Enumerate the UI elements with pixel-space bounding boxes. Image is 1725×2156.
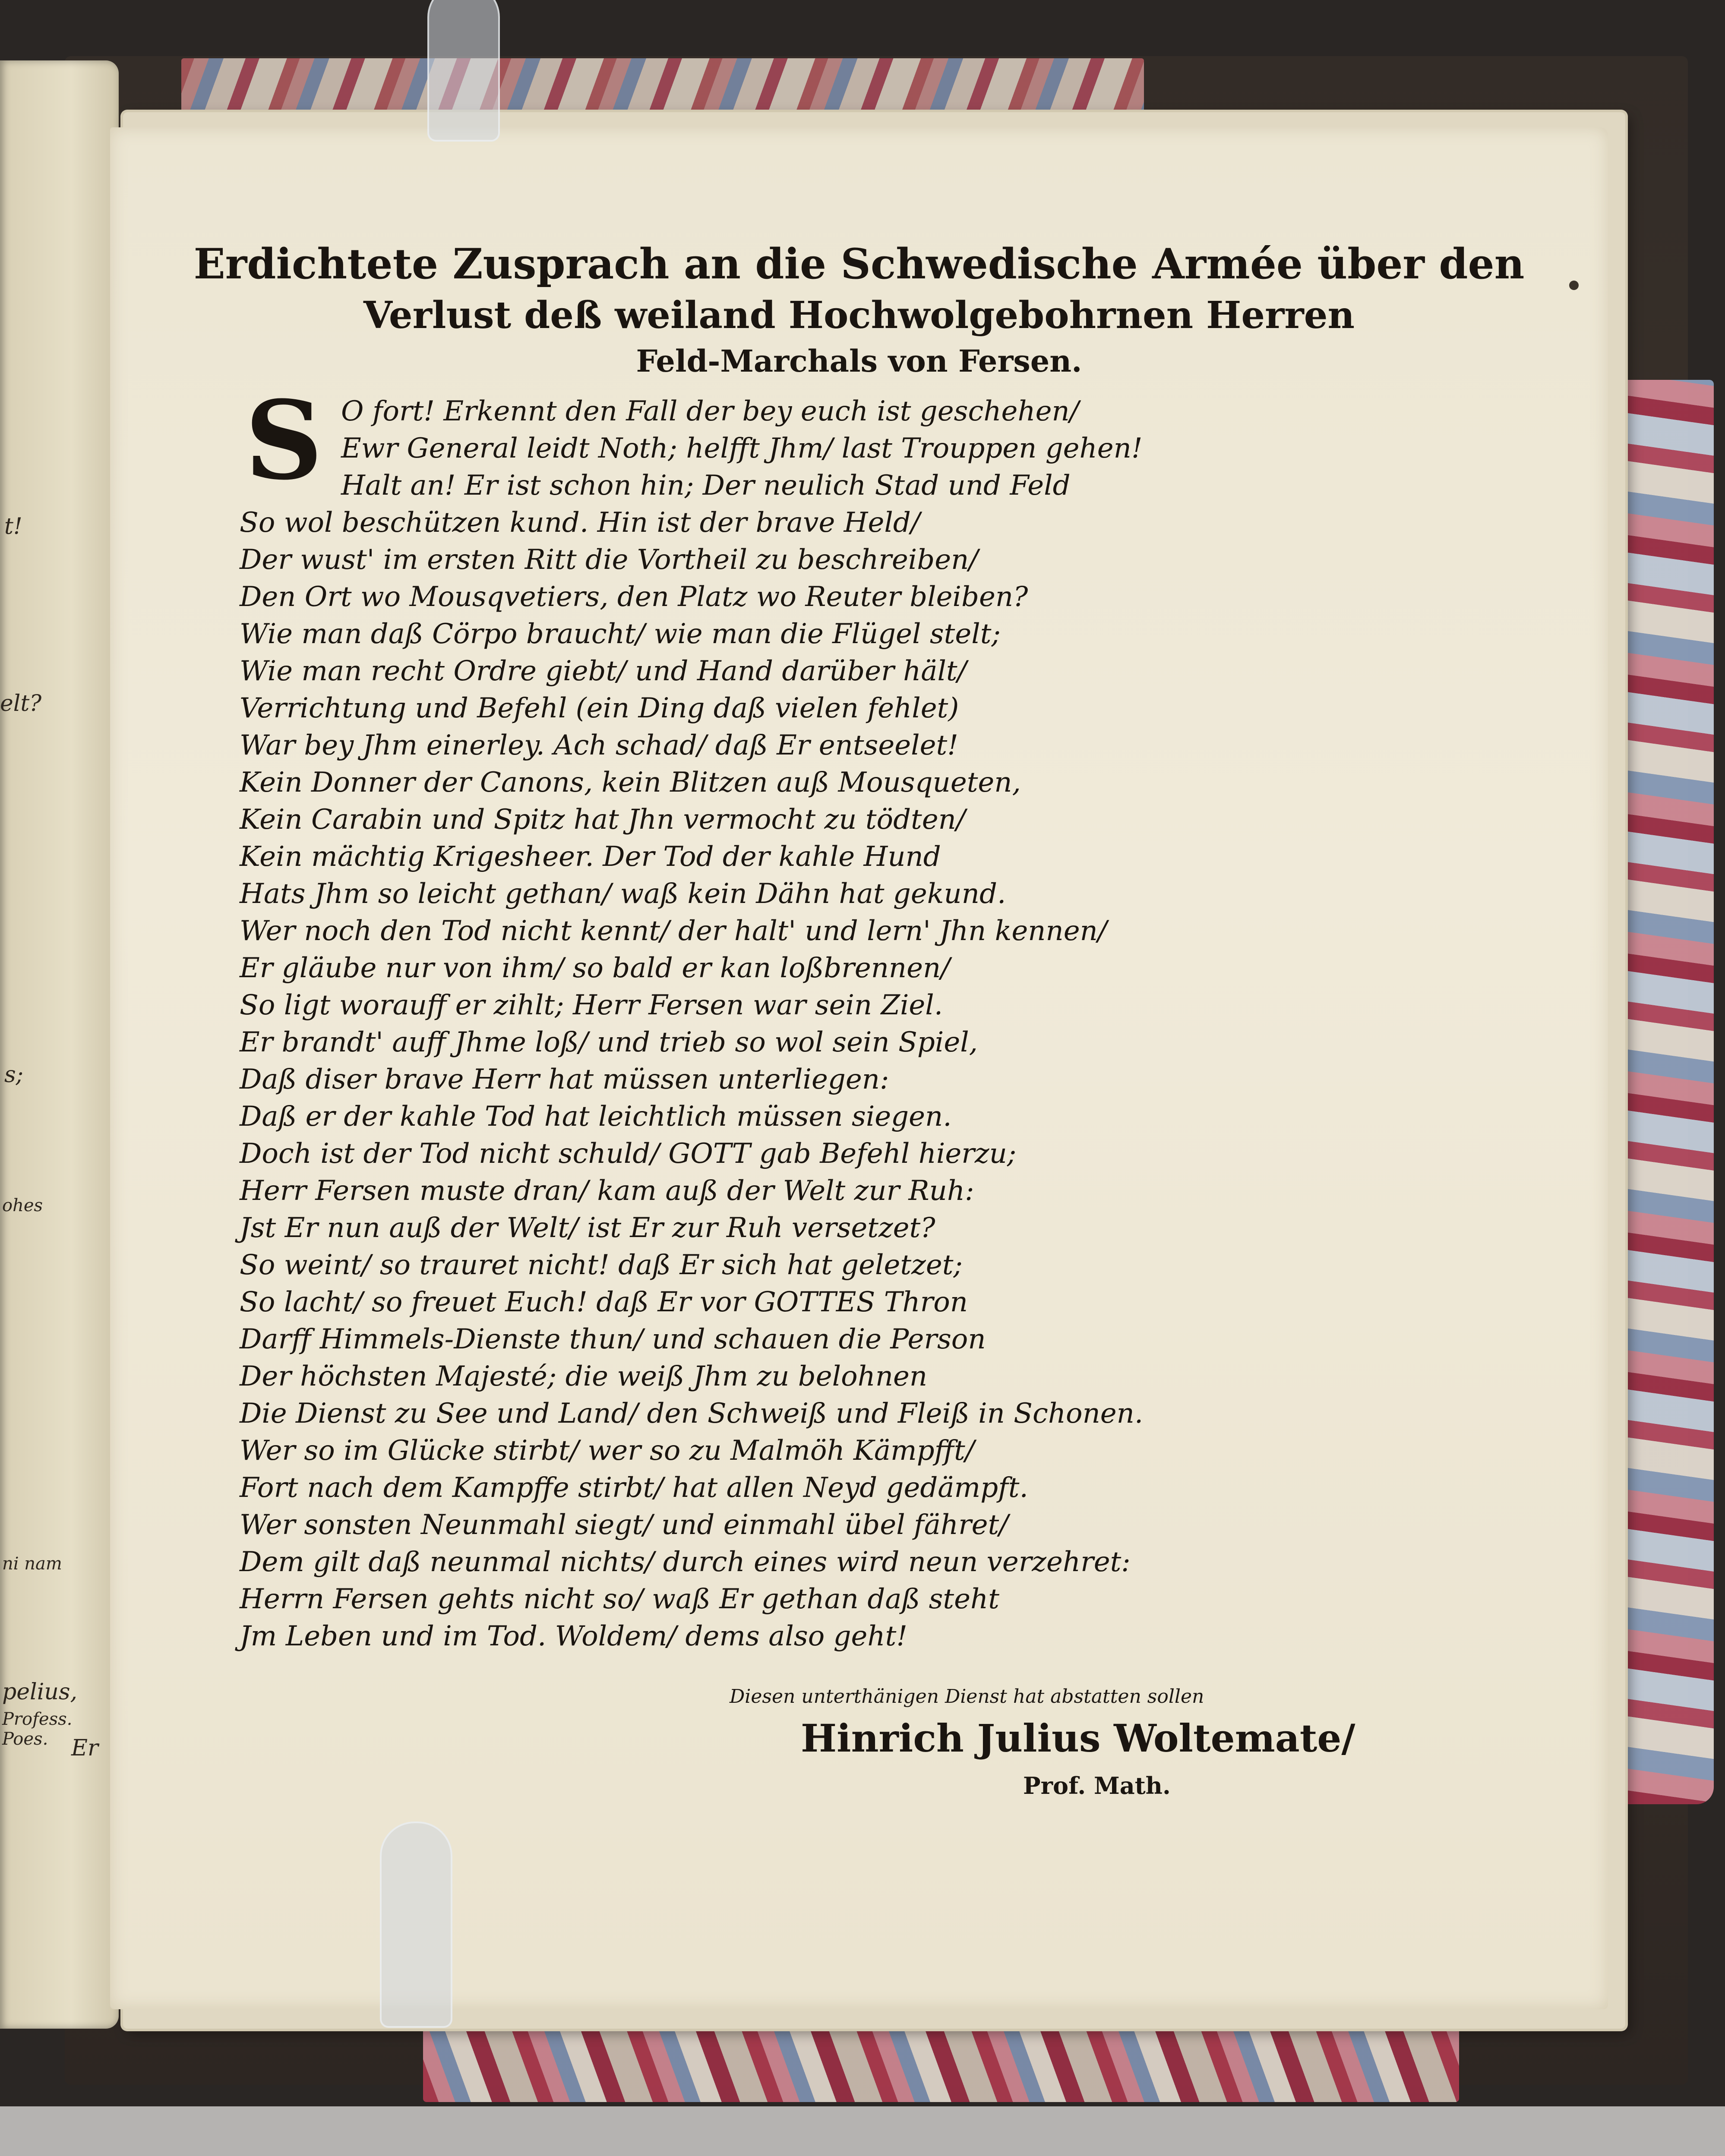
left-fragment: Profess. Poes. [2, 1709, 73, 1749]
drop-cap: S [245, 377, 323, 504]
verse-line: Verrichtung und Befehl (ein Ding daß vielen fehlet) [240, 692, 959, 724]
verse-line: Daß diser brave Herr hat müssen unterliegen: [240, 1064, 889, 1095]
verse-line: Daß er der kahle Tod hat leichtlich müssen siegen. [240, 1101, 952, 1133]
verse-line: Der höchsten Majesté; die weiß Jhm zu belohnen [240, 1361, 928, 1392]
heading-line-1: Erdichtete Zusprach an die Schwedische Armée über den [193, 240, 1525, 288]
verse-line: So lacht/ so freuet Euch! daß Er vor GOTTES Thron [240, 1286, 968, 1318]
verse-line: Wer noch den Tod nicht kennt/ der halt' und lern' Jhn kennen/ [240, 915, 1107, 947]
verse-line: Wer sonsten Neunmahl siegt/ und einmahl übel fähret/ [240, 1509, 1008, 1541]
verse-line: Fort nach dem Kampffe stirbt/ hat allen Neyd gedämpft. [240, 1472, 1028, 1504]
verse-line: Herrn Fersen gehts nicht so/ waß Er gethan daß steht [240, 1583, 999, 1615]
verse-line: So ligt worauff er zihlt; Herr Fersen war sein Ziel. [240, 989, 943, 1021]
left-fragment: s; [4, 1062, 24, 1088]
verse-line: Den Ort wo Mousqvetiers, den Platz wo Reuter bleiben? [240, 581, 1028, 613]
verse-line: Jm Leben und im Tod. Woldem/ dems also geht! [240, 1620, 908, 1652]
heading-line-2: Verlust deß weiland Hochwolgebohrnen Herren [363, 294, 1355, 337]
verse-line: Er brandt' auff Jhme loß/ und trieb so wol sein Spiel, [240, 1026, 978, 1058]
verse-line: Kein Donner der Canons, kein Blitzen auß Mousqueten, [240, 767, 1021, 799]
left-fragment: ni nam [2, 1554, 62, 1574]
left-fragment: pelius, [2, 1679, 78, 1705]
verse-line: Halt an! Er ist schon hin; Der neulich Stad und Feld [341, 470, 1071, 502]
verse-line: Der wust' im ersten Ritt die Vortheil zu beschreiben/ [240, 544, 978, 576]
verse-line: Dem gilt daß neunmal nichts/ durch eines wird neun verzehret: [240, 1546, 1131, 1578]
printed-page [110, 127, 1608, 2009]
left-page-edge [0, 60, 119, 2029]
signature-title: Prof. Math. [1023, 1772, 1171, 1799]
verse-line: O fort! Erkennt den Fall der bey euch ist geschehen/ [341, 395, 1079, 427]
left-fragment: elt? [0, 691, 42, 717]
signature-name: Hinrich Julius Woltemate/ [801, 1716, 1355, 1761]
verse-line: Wer so im Glücke stirbt/ wer so zu Malmöh Kämpfft/ [240, 1435, 975, 1467]
verse-line: Doch ist der Tod nicht schuld/ GOTT gab Befehl hierzu; [240, 1138, 1017, 1170]
book-clamp-top [427, 0, 500, 142]
scan-border [0, 2106, 1725, 2156]
verse-line: Wie man daß Cörpo braucht/ wie man die Flügel stelt; [240, 618, 1001, 650]
poem-verse [240, 393, 1578, 1655]
heading-line-3: Feld-Marchals von Fersen. [636, 343, 1082, 379]
verse-line: War bey Jhm einerley. Ach schad/ daß Er entseelet! [240, 729, 958, 761]
verse-line: Herr Fersen muste dran/ kam auß der Welt zur Ruh: [240, 1175, 974, 1207]
verse-line: So weint/ so trauret nicht! daß Er sich hat geletzet; [240, 1249, 963, 1281]
verse-line: Jst Er nun auß der Welt/ ist Er zur Ruh versetzet? [240, 1212, 935, 1244]
verse-line: Er gläube nur von ihm/ so bald er kan loßbrennen/ [240, 952, 950, 984]
verse-line: Kein Carabin und Spitz hat Jhn vermocht zu tödten/ [240, 804, 966, 836]
signature-intro: Diesen unterthänigen Dienst hat abstatten sollen [730, 1686, 1204, 1708]
verse-line: So wol beschützen kund. Hin ist der brave Held/ [240, 507, 920, 539]
left-fragment: Er [71, 1735, 98, 1761]
verse-line: Darff Himmels-Dienste thun/ und schauen die Person [240, 1323, 986, 1355]
left-fragment: ohes [2, 1196, 43, 1215]
verse-line: Hats Jhm so leicht gethan/ waß kein Dähn hat gekund. [240, 878, 1006, 910]
verse-line: Ewr General leidt Noth; helfft Jhm/ last Trouppen gehen! [341, 432, 1143, 464]
verse-line: Wie man recht Ordre giebt/ und Hand darüber hält/ [240, 655, 967, 687]
left-fragment: t! [4, 514, 22, 540]
verse-line: Die Dienst zu See und Land/ den Schweiß und Fleiß in Schonen. [240, 1398, 1144, 1430]
verse-line: Kein mächtig Krigesheer. Der Tod der kahle Hund [240, 841, 941, 873]
book-clamp-bottom [380, 1821, 452, 2028]
